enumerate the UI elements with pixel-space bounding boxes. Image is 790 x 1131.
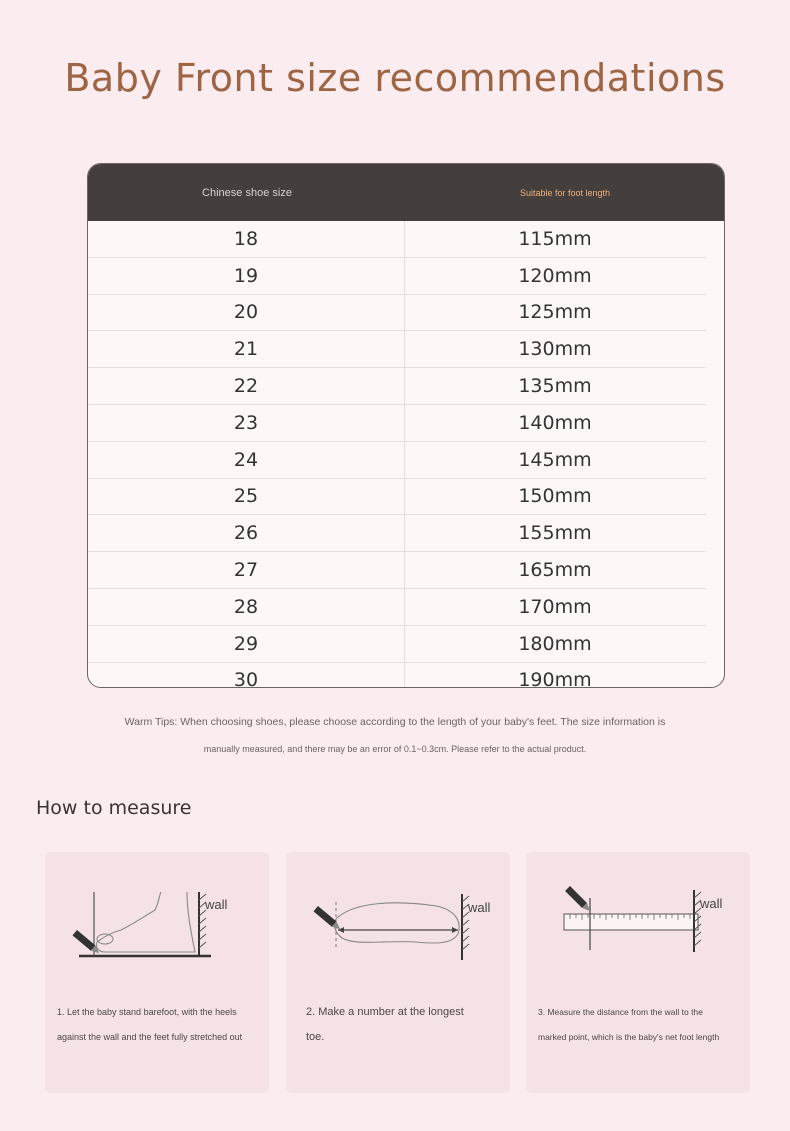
shoe-size-cell: 28 xyxy=(88,589,405,625)
header-shoe-size: Chinese shoe size xyxy=(202,186,292,199)
table-row xyxy=(88,515,706,552)
page-title: Baby Front size recommendations xyxy=(64,56,726,100)
shoe-size-cell: 29 xyxy=(88,626,405,662)
table-row xyxy=(88,258,706,295)
foot-length-cell: 150mm xyxy=(518,485,592,508)
warm-tips-line-2: manually measured, and there may be an error of 0.1~0.3cm. Please refer to the actual product. xyxy=(203,744,587,754)
table-row xyxy=(88,589,706,626)
shoe-size-cell: 23 xyxy=(88,405,405,441)
table-header xyxy=(88,164,724,221)
shoe-size-cell: 21 xyxy=(88,331,405,367)
table-row xyxy=(88,663,706,688)
foot-length-cell: 145mm xyxy=(518,448,592,471)
measure-step-1-text: 1. Let the baby stand barefoot, with the heels against the wall and the feet fully stretched out xyxy=(57,1007,243,1042)
table-row xyxy=(88,442,706,479)
table-row xyxy=(88,626,706,663)
shoe-size-cell: 30 xyxy=(88,663,405,688)
warm-tips-line-1: Warm Tips: When choosing shoes, please choose according to the length of your baby's feet. The size information is xyxy=(124,716,666,728)
table-row xyxy=(88,295,706,332)
shoe-size-cell: 26 xyxy=(88,515,405,551)
wall-label: wall xyxy=(700,896,723,911)
table-row xyxy=(88,405,706,442)
foot-length-cell: 120mm xyxy=(518,264,592,287)
measure-step-1 xyxy=(45,852,269,1093)
foot-top-view-illustration xyxy=(286,872,510,972)
foot-length-cell: 140mm xyxy=(518,411,592,434)
foot-standing-illustration xyxy=(45,872,269,972)
foot-length-cell: 165mm xyxy=(518,559,592,582)
how-to-measure-title: How to measure xyxy=(36,797,192,819)
foot-length-cell: 170mm xyxy=(518,595,592,618)
header-foot-length: Suitable for foot length xyxy=(519,187,611,198)
table-row xyxy=(88,479,706,516)
measure-step-2-text: 2. Make a number at the longest toe. xyxy=(306,1006,464,1043)
measure-step-3 xyxy=(526,852,750,1093)
shoe-size-cell: 27 xyxy=(88,552,405,588)
foot-length-cell: 190mm xyxy=(518,669,592,688)
measure-step-2 xyxy=(286,852,510,1093)
measure-step-3-text: 3. Measure the distance from the wall to the marked point, which is the baby's net foot length xyxy=(538,1007,720,1042)
foot-length-cell: 125mm xyxy=(518,301,592,324)
foot-length-cell: 180mm xyxy=(518,632,592,655)
shoe-size-cell: 19 xyxy=(88,258,405,294)
foot-length-cell: 155mm xyxy=(518,522,592,545)
table-row xyxy=(88,331,706,368)
ruler-illustration xyxy=(526,872,750,972)
wall-label: wall xyxy=(205,897,228,912)
table-row xyxy=(88,552,706,589)
table-row xyxy=(88,368,706,405)
foot-length-cell: 115mm xyxy=(518,227,592,250)
shoe-size-cell: 22 xyxy=(88,368,405,404)
foot-length-cell: 130mm xyxy=(518,338,592,361)
shoe-size-cell: 20 xyxy=(88,295,405,331)
wall-label: wall xyxy=(468,900,491,915)
table-row xyxy=(88,221,706,258)
foot-length-cell: 135mm xyxy=(518,375,592,398)
size-table xyxy=(87,163,725,688)
shoe-size-cell: 18 xyxy=(88,221,405,257)
shoe-size-cell: 25 xyxy=(88,479,405,515)
table-body xyxy=(88,221,724,688)
shoe-size-cell: 24 xyxy=(88,442,405,478)
